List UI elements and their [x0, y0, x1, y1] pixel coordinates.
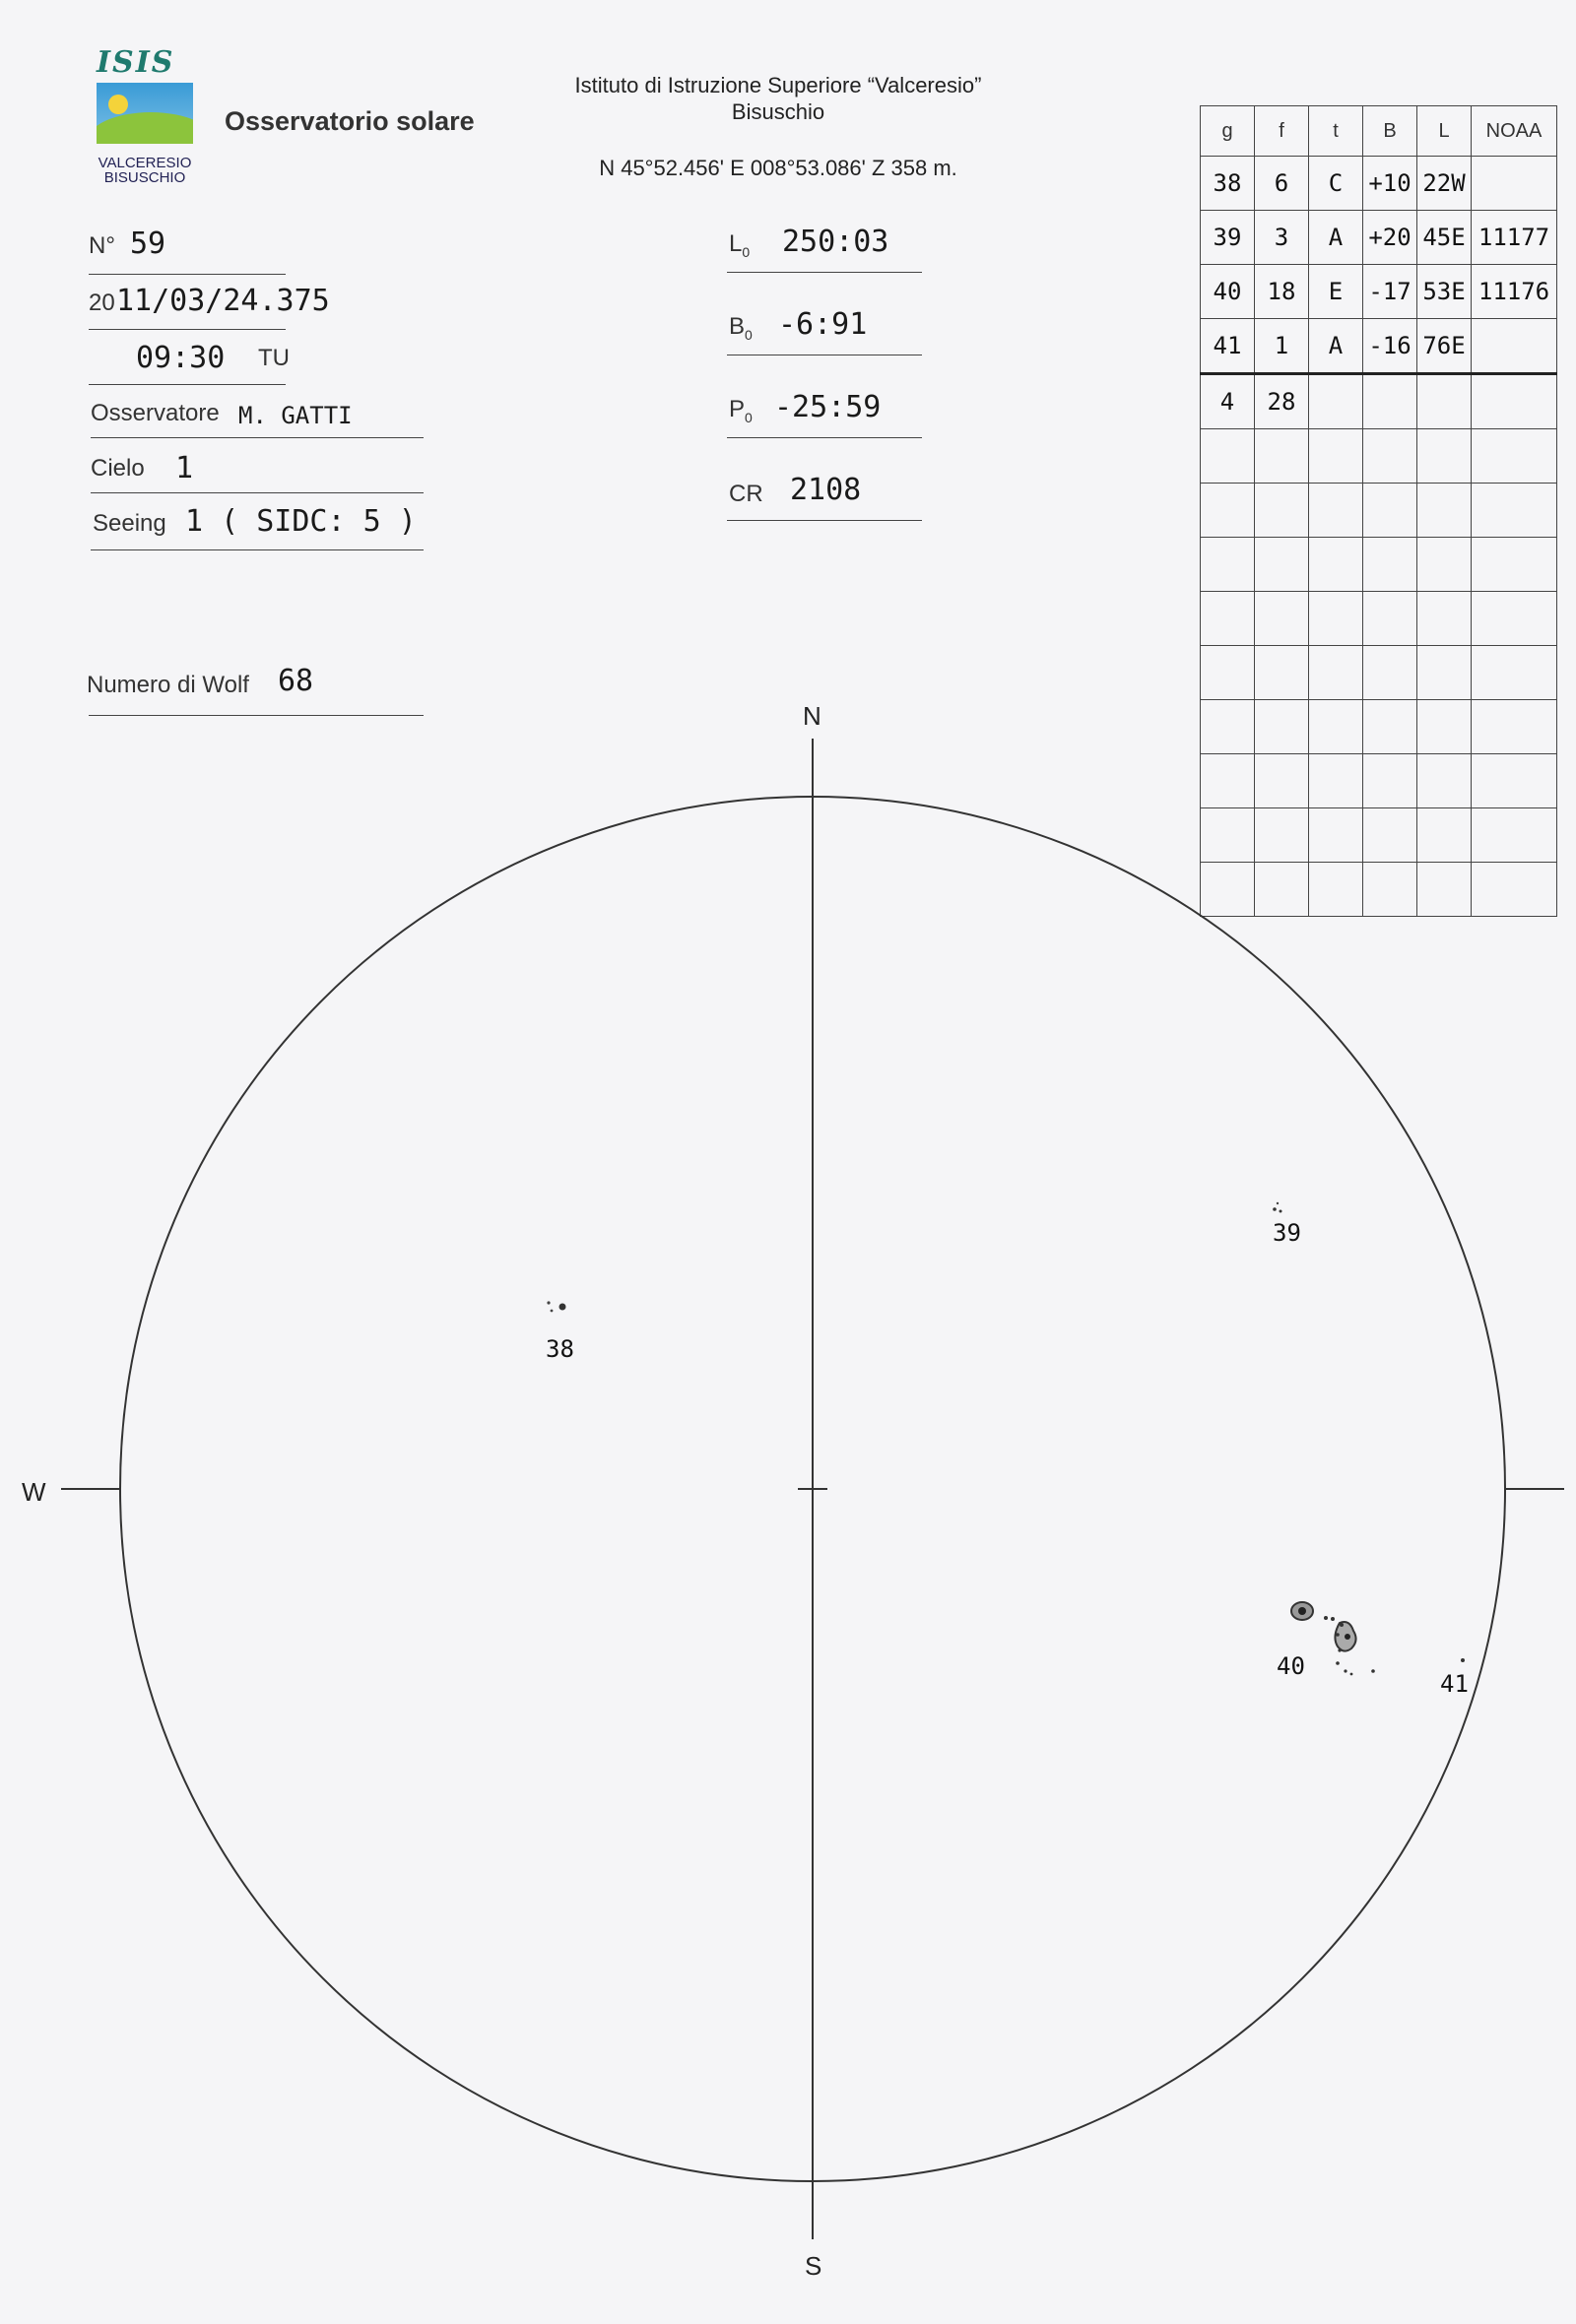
number-label: N° [89, 232, 115, 259]
sunspot-group-39 [1273, 1202, 1281, 1213]
sunspot-umbra [1345, 1634, 1350, 1640]
cell-t: C [1309, 157, 1363, 211]
sunspot [559, 1304, 566, 1311]
cell-b: +10 [1363, 157, 1417, 211]
b0-value: -6:91 [778, 307, 868, 342]
b0-label: $B_0$ [729, 313, 753, 343]
cell-g: 39 [1201, 211, 1255, 265]
sunspot [1273, 1207, 1277, 1211]
sky-label: Cielo [91, 455, 145, 482]
wolf-label: Numero di Wolf [87, 672, 249, 698]
date-prefix: 20 [89, 290, 115, 316]
cell-b: -17 [1363, 265, 1417, 319]
station-coordinates: N 45°52.456' E 008°53.086' Z 358 m. [599, 156, 957, 180]
cell-l: 76E [1417, 319, 1472, 374]
header-f: f [1255, 106, 1309, 157]
sunspot [1331, 1617, 1335, 1621]
cell-l: 45E [1417, 211, 1472, 265]
cell-noaa: 11177 [1472, 211, 1557, 265]
group-label-41: 41 [1440, 1670, 1469, 1698]
seeing-label: Seeing [93, 510, 166, 537]
sunspot [1340, 1623, 1344, 1627]
observer-value: M. GATTI [238, 402, 353, 429]
date-value: 11/03/24.375 [116, 284, 330, 318]
total-groups: 4 [1201, 374, 1255, 429]
p0-label: $P_0$ [729, 396, 753, 425]
group-label-38: 38 [546, 1335, 574, 1363]
wolf-value: 68 [278, 664, 314, 698]
south-label: S [805, 2251, 822, 2281]
cell-g: 40 [1201, 265, 1255, 319]
sunspot [1338, 1648, 1341, 1651]
p0-value: -25:59 [774, 390, 882, 424]
observatory-title: Osservatorio solare [225, 106, 475, 136]
cell-t: A [1309, 319, 1363, 374]
seeing-value: 1 ( SIDC: 5 ) [185, 504, 417, 539]
sunspot [1344, 1669, 1346, 1672]
header-l: L [1417, 106, 1472, 157]
sunspot [551, 1310, 554, 1313]
cell-g: 38 [1201, 157, 1255, 211]
number-value: 59 [130, 226, 166, 261]
cell-noaa: 11176 [1472, 265, 1557, 319]
sunspot-umbra [1298, 1607, 1306, 1615]
time-value: 09:30 [136, 341, 226, 375]
time-unit: TU [258, 345, 290, 371]
sunspot [547, 1301, 550, 1304]
cell-b: +20 [1363, 211, 1417, 265]
logo-subtitle-1: VALCERESIO [98, 155, 192, 171]
institute-town: Bisuschio [731, 99, 825, 124]
cell-t: A [1309, 211, 1363, 265]
cell-f: 6 [1255, 157, 1309, 211]
cell-g: 41 [1201, 319, 1255, 374]
observer-label: Osservatore [91, 400, 220, 426]
west-label: W [22, 1477, 46, 1507]
cell-l: 22W [1417, 157, 1472, 211]
header-noaa: NOAA [1472, 106, 1557, 157]
l0-label: $L_0$ [729, 230, 751, 260]
sunspot-group-41 [1461, 1658, 1465, 1662]
sunspot [1371, 1669, 1375, 1673]
cell-l: 53E [1417, 265, 1472, 319]
sunspot [1336, 1633, 1340, 1637]
sky-value: 1 [175, 451, 194, 485]
l0-value: 250:03 [782, 225, 889, 259]
group-label-39: 39 [1273, 1219, 1301, 1247]
cell-f: 18 [1255, 265, 1309, 319]
cell-f: 1 [1255, 319, 1309, 374]
sunspot [1350, 1673, 1353, 1676]
institute-name: Istituto di Istruzione Superiore “Valceresio” [574, 73, 982, 97]
sunspot [1461, 1658, 1465, 1662]
sunspot [1277, 1202, 1279, 1204]
cr-value: 2108 [790, 473, 862, 507]
cell-f: 3 [1255, 211, 1309, 265]
sunspot [1324, 1616, 1328, 1620]
header-b: B [1363, 106, 1417, 157]
header-g: g [1201, 106, 1255, 157]
header-t: t [1309, 106, 1363, 157]
sunspot [1336, 1661, 1340, 1665]
north-label: N [803, 701, 821, 731]
sunspot-group-38 [547, 1301, 565, 1312]
group-label-40: 40 [1277, 1652, 1305, 1680]
logo-subtitle-2: BISUSCHIO [103, 169, 186, 186]
sunspot [1280, 1210, 1282, 1213]
cell-t: E [1309, 265, 1363, 319]
total-spots: 28 [1255, 374, 1309, 429]
cell-b: -16 [1363, 319, 1417, 374]
logo-wordmark: ISIS [97, 45, 175, 80]
cr-label: CR [729, 481, 763, 507]
